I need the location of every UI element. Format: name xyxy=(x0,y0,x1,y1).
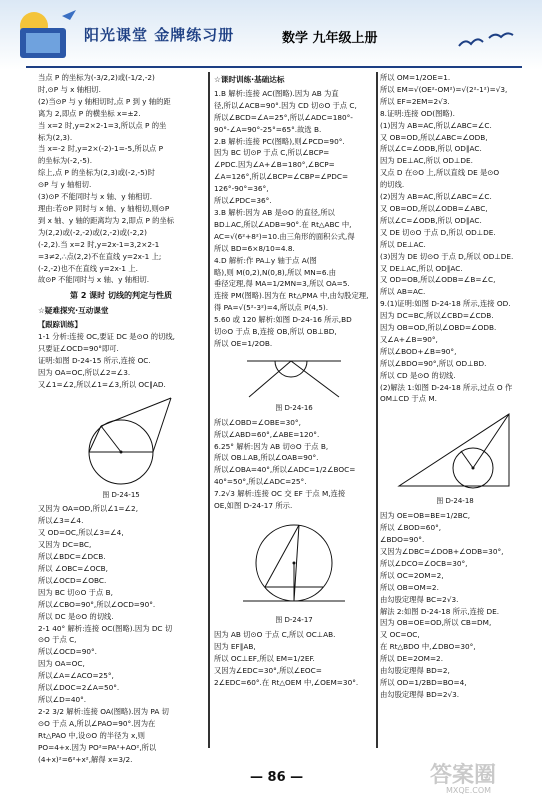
text-line: Rt△PAO 中,设⊙O 的半径为 x,则 xyxy=(38,730,145,740)
column-left xyxy=(38,72,204,765)
text-line: 所以 OE=1/2OB. xyxy=(214,338,273,348)
text-line: 的切线. xyxy=(380,180,405,190)
text-line: 因为 DC=BC,所以∠CBD=∠CDB. xyxy=(380,311,494,321)
text-line: PO=4+x.因为 PO²=PA²+AO²,所以 xyxy=(38,742,157,752)
text-line: 标为(2,3). xyxy=(38,132,73,142)
figure-caption: 图 D-24-15 xyxy=(102,490,140,499)
text-line: 综上,点 P 的坐标为(2,3)或(-2,-5)时 xyxy=(38,168,155,178)
text-line: 垂径定理,得 MA=1/2MN=3,所以 OA=5. xyxy=(214,279,350,289)
text-line: BD⊥AC,所以∠ADB=90°.在 Rt△ABC 中, xyxy=(214,219,352,229)
text-line: 所以 OB⊥AB,所以∠OAB=90°. xyxy=(214,453,319,463)
text-line: 所以∠PDC=36°. xyxy=(214,196,272,206)
text-line: 又 OB=OD,所以∠ABC=∠ODB, xyxy=(380,132,488,142)
text-line: ∠PDC.因为∠A+∠B=180°,∠BCP= xyxy=(214,160,335,170)
section-heading: ☆疑难探究·互动课堂 xyxy=(38,306,109,316)
figure-caption: 图 D-24-18 xyxy=(436,497,474,506)
answer-block xyxy=(214,629,374,689)
text-line: 径,所以∠ACB=90°.因为 CD 切⊙O 于点 C, xyxy=(214,100,357,110)
series-title: 阳光课堂 金牌练习册 xyxy=(84,26,235,44)
text-line: 因为 AB 切⊙O 于点 C,所以 OC⊥AB. xyxy=(214,629,336,639)
figure-circle-tangent xyxy=(61,394,181,490)
text-line: 7.2√3 解析:连接 OC 交 EF 于点 M,连接 xyxy=(214,489,346,499)
text-line: 所以∠DOC=2∠A=50°. xyxy=(38,683,120,693)
text-line: 1.B 解析:连接 AC(图略).因为 AB 为直 xyxy=(214,88,339,98)
header-rule xyxy=(26,66,522,68)
text-line: 又∠1=∠2,所以∠1=∠3,所以 OC∥AD. xyxy=(38,379,166,389)
lesson-heading: 第 2 课时 切线的判定与性质 xyxy=(70,291,172,301)
text-line: (2)因为 AB=AC,所以∠ABC=∠C. xyxy=(380,192,492,202)
text-line: 又因为 DC=BC, xyxy=(38,540,92,550)
subsection-heading: 【跟踪训练】 xyxy=(38,320,82,330)
figure-caption: 图 D-24-17 xyxy=(275,616,313,624)
answer-block xyxy=(380,510,530,701)
answer-block xyxy=(380,72,530,405)
text-line: 所以∠OBD=∠OBE=30°, xyxy=(214,417,301,427)
text-line: (3)⊙P 不能同时与 x 轴、y 轴相切. xyxy=(38,192,153,202)
text-line: 所以 ∠BOD=60°, xyxy=(380,523,442,533)
figure-circle-chord xyxy=(239,515,349,615)
text-line: OE,如图 D-24-17 所示. xyxy=(214,501,293,511)
text-line: 所以∠BCD=∠A=25°,所以∠ADC=180°- xyxy=(214,112,353,122)
text-line: 又 OC=OC, xyxy=(380,630,420,640)
text-line: 因为 BC 切⊙P 于点 C,所以∠BCP= xyxy=(214,148,330,158)
text-line: 2-1 40° 解析:连接 OC(图略).因为 DC 切 xyxy=(38,623,173,633)
text-line: (2)当⊙P 与 y 轴相切时,点 P 到 y 轴的距 xyxy=(38,96,171,106)
text-line: 由勾股定理得 BD=2√3. xyxy=(380,689,460,699)
text-line: 又因为∠EDC=30°,所以∠EOC= xyxy=(214,665,322,675)
text-line: AC=√(6²+8²)=10.由三角形的面积公式,得 xyxy=(214,231,355,241)
text-line: 所以∠3=∠4. xyxy=(38,516,84,526)
text-line: 因为 DE⊥AC,所以 OD⊥DE. xyxy=(380,156,473,166)
text-line: 所以 ∠OBC=∠OCB, xyxy=(38,564,108,573)
text-line: 又 DE⊥AC,所以 OD∥AC. xyxy=(380,263,463,273)
figure-caption: 图 D-24-16 xyxy=(275,403,313,412)
text-line: 因为 OB=OD,所以∠OBD=∠ODB. xyxy=(380,323,497,333)
text-line: 90°-∠A=90°-25°=65°.故选 B. xyxy=(214,124,322,134)
text-line: 所以∠BDO=90°,所以 OD⊥BD. xyxy=(380,358,487,368)
text-line: ⊙P 与 y 轴相切. xyxy=(38,180,92,190)
text-line: 所以∠CBO=90°,所以∠OCD=90°. xyxy=(38,599,156,609)
text-line: 6.25° 解析:因为 AB 切⊙O 于点 B, xyxy=(214,441,329,451)
page-header xyxy=(0,0,542,70)
watermark-url: MXQE.COM xyxy=(446,786,492,795)
watermark-logo: 答案圈 xyxy=(430,763,497,788)
text-line: 当 x=2 时,y=2×2-1=3,所以点 P 的坐 xyxy=(38,120,167,130)
text-line: ∠BDO=90°. xyxy=(380,535,425,545)
answer-block xyxy=(38,72,204,286)
text-line: 所以 EM=√(OE²-OM²)=√(2²-1²)=√3, xyxy=(380,84,508,94)
text-line: 得 PA=√(5²-3²)=4,所以点 P(4,5). xyxy=(214,303,329,313)
text-line: 所以 OD=1/2BD=BO=4, xyxy=(380,677,467,687)
text-line: 所以∠DCO=∠OCB=30°, xyxy=(380,558,468,568)
text-line: 因为 OA=OC, xyxy=(38,659,85,669)
column-middle xyxy=(214,72,374,688)
text-line: 因为 OE=OB=BE=1/2BC, xyxy=(380,511,471,521)
text-line: 的坐标为(-2,-5). xyxy=(38,156,93,166)
text-line: 4.D 解析:作 PA⊥y 轴于点 A(图 xyxy=(214,255,317,265)
text-line: 因为 BC 切⊙O 于点 B, xyxy=(38,587,113,597)
text-line: 所以∠A=∠ACO=25°, xyxy=(38,671,114,681)
text-line: 所以∠OBA=40°,所以∠ADC=1/2∠BOC= xyxy=(214,465,356,475)
text-line: 所以∠OCD=90°. xyxy=(38,647,97,657)
column-divider xyxy=(208,72,210,748)
text-line: (2)解法 1:如图 D-24-18 所示,过点 O 作 xyxy=(380,382,513,392)
text-line: 所以∠BDC=∠DCB. xyxy=(38,552,106,562)
figure-tangent-lines xyxy=(239,353,349,403)
text-line: 由勾股定理得 BD=2, xyxy=(380,666,450,676)
text-line: 所以 CD 是⊙O 的切线. xyxy=(380,370,456,380)
text-line: 所以 BD=6×8/10=4.8. xyxy=(214,243,295,253)
text-line: (4+x)²=6²+x²,解得 x=3/2. xyxy=(38,754,133,764)
text-line: 由勾股定理得 BC=2√3. xyxy=(380,594,459,604)
text-line: ⊙O 于点 A,所以∠PAO=90°.因为在 xyxy=(38,718,156,728)
text-line: (3)因为 DE 切⊙O 于点 D,所以 OD⊥DE. xyxy=(380,251,514,261)
page-number: — 86 — xyxy=(250,770,304,785)
text-line: 理由:若⊙P 同时与 x 轴、y 轴相切,则⊙P xyxy=(38,203,170,213)
answer-block xyxy=(38,331,204,391)
text-line: 所以∠BOD+∠B=90°, xyxy=(380,346,457,356)
text-line: 所以∠C=∠ODB,所以 OD∥AC. xyxy=(380,144,482,154)
section-heading: ☆课时训练·基础达标 xyxy=(214,75,285,84)
text-line: 时,⊙P 与 x 轴相切. xyxy=(38,84,101,94)
column-right xyxy=(380,72,530,701)
text-line: (-2,-2)也不在直线 y=2x-1 上. xyxy=(38,263,138,273)
text-line: 离为 2,即点 P 的横坐标 x=±2. xyxy=(38,108,141,118)
text-line: 所以∠C=∠ODB,所以 OD∥AC. xyxy=(380,215,482,225)
text-line: 所以 EF=2EM=2√3. xyxy=(380,96,450,106)
text-line: 又 OD=OC,所以∠3=∠4, xyxy=(38,528,124,538)
text-line: 所以 DE=2OM=2. xyxy=(380,654,444,664)
text-line: 故⊙P 不能同时与 x 轴、y 轴相切. xyxy=(38,275,150,285)
text-line: 当 x=-2 时,y=2×(-2)-1=-5,所以点 P xyxy=(38,144,164,154)
text-line: (1)因为 AB=AC,所以∠ABC=∠C. xyxy=(380,120,492,130)
text-line: 因为 OA=OC,所以∠2=∠3. xyxy=(38,367,131,377)
text-line: 所以∠D=40°. xyxy=(38,694,87,704)
text-line: 5.60 或 120 解析:如图 D-24-16 所示,BD xyxy=(214,315,352,325)
text-line: 又点 D 在⊙O 上,所以直线 DE 是⊙O xyxy=(380,168,500,178)
text-line: 所以 OC=2OM=2, xyxy=(380,570,444,580)
text-line: 2∠EDC=60°.在 Rt△OEM 中,∠OEM=30°. xyxy=(214,677,359,687)
text-line: 又因为 OA=OD,所以∠1=∠2, xyxy=(38,504,139,514)
text-line: 因为 EF∥AB, xyxy=(214,641,256,651)
text-line: 又因为∠DBC=∠DOB+∠ODB=30°, xyxy=(380,547,504,556)
text-line: 因为 OB=OE=OD,所以 CB=DM, xyxy=(380,618,492,628)
text-line: 所以∠OCD=∠OBC. xyxy=(38,575,107,585)
text-line: 又 OD=OB,所以∠ODB=∠B=∠C, xyxy=(380,275,496,285)
text-line: 所以 DC 是⊙O 的切线. xyxy=(38,611,114,621)
text-line: 所以 OC⊥EF,所以 EM=1/2EF. xyxy=(214,653,315,663)
text-line: 所以 DE⊥AC. xyxy=(380,239,426,249)
text-line: 连接 PM(图略).因为在 Rt△PMA 中,由勾股定理, xyxy=(214,291,369,301)
text-line: 解法 2:如图 D-24-18 所示,连接 DE. xyxy=(380,606,500,616)
figure-triangle-circle xyxy=(393,408,517,496)
column-divider xyxy=(376,72,378,748)
text-line: 8.证明:连接 OD(图略). xyxy=(380,108,455,118)
sunshine-book-logo-icon xyxy=(14,6,80,64)
birds-icon xyxy=(455,28,515,56)
text-line: 2.B 解析:连接 PC(图略),则∠PCD=90°. xyxy=(214,136,345,146)
text-line: 略),则 M(0,2),N(0,8),所以 MN=6.由 xyxy=(214,267,337,277)
text-line: 所以 AB=AC. xyxy=(380,287,426,297)
text-line: ⊙O 于点 C, xyxy=(38,635,77,645)
text-line: 2-2 3/2 解析:连接 OA(图略).因为 PA 切 xyxy=(38,706,169,716)
text-line: 所以 OM=1/2OE=1. xyxy=(380,73,451,82)
text-line: 只要证∠OCD=90°即可. xyxy=(38,343,119,353)
text-line: 切⊙O 于点 B,连接 OB,所以 OB⊥BD, xyxy=(214,327,337,337)
text-line: 到 x 轴、y 轴的距离均为 2,即点 P 的坐标 xyxy=(38,215,175,225)
answer-block xyxy=(38,503,204,765)
text-line: 所以 OB=OM=2. xyxy=(380,582,439,592)
text-line: 在 Rt△BDO 中,∠DBO=30°, xyxy=(380,642,476,652)
text-line: 又∠A+∠B=90°, xyxy=(380,334,438,344)
text-line: 为(2,2)或(-2,-2)或(2,-2)或(-2,2) xyxy=(38,227,147,237)
text-line: (-2,2).当 x=2 时,y=2x-1=3,2×2-1 xyxy=(38,239,160,249)
text-line: 证明:如图 D-24-15 所示,连接 OC. xyxy=(38,355,151,365)
text-line: 126°-90°=36°, xyxy=(214,184,269,194)
text-line: 又 OB=OD,所以∠ODB=∠ABC, xyxy=(380,203,488,213)
text-line: 又 DE 切⊙O 于点 D,所以 OD⊥DE. xyxy=(380,227,496,237)
text-line: 9.(1)证明:如图 D-24-18 所示,连接 OD. xyxy=(380,299,511,309)
text-line: =3≠2,∴点(2,2)不在直线 y=2x-1 上; xyxy=(38,251,162,261)
answer-block xyxy=(214,88,374,350)
text-line: 3.B 解析:因为 AB 是⊙O 的直径,所以 xyxy=(214,207,335,217)
text-line: 所以∠ABD=60°,∠ABE=120°. xyxy=(214,429,320,439)
text-line: 当点 P 的坐标为(-3/2,2)或(-1/2,-2) xyxy=(38,73,155,82)
text-line: 1-1 分析:连接 OC,要证 DC 是⊙O 的切线, xyxy=(38,332,175,342)
text-line: OM⊥CD 于点 M. xyxy=(380,394,437,404)
text-line: 40°=50°,所以∠ADC=25°. xyxy=(214,477,307,487)
subject-grade: 数学 九年级上册 xyxy=(282,31,378,46)
text-line: ∠A=126°,所以∠BCP=∠CBP=∠PDC= xyxy=(214,172,349,182)
answer-block xyxy=(214,417,374,512)
